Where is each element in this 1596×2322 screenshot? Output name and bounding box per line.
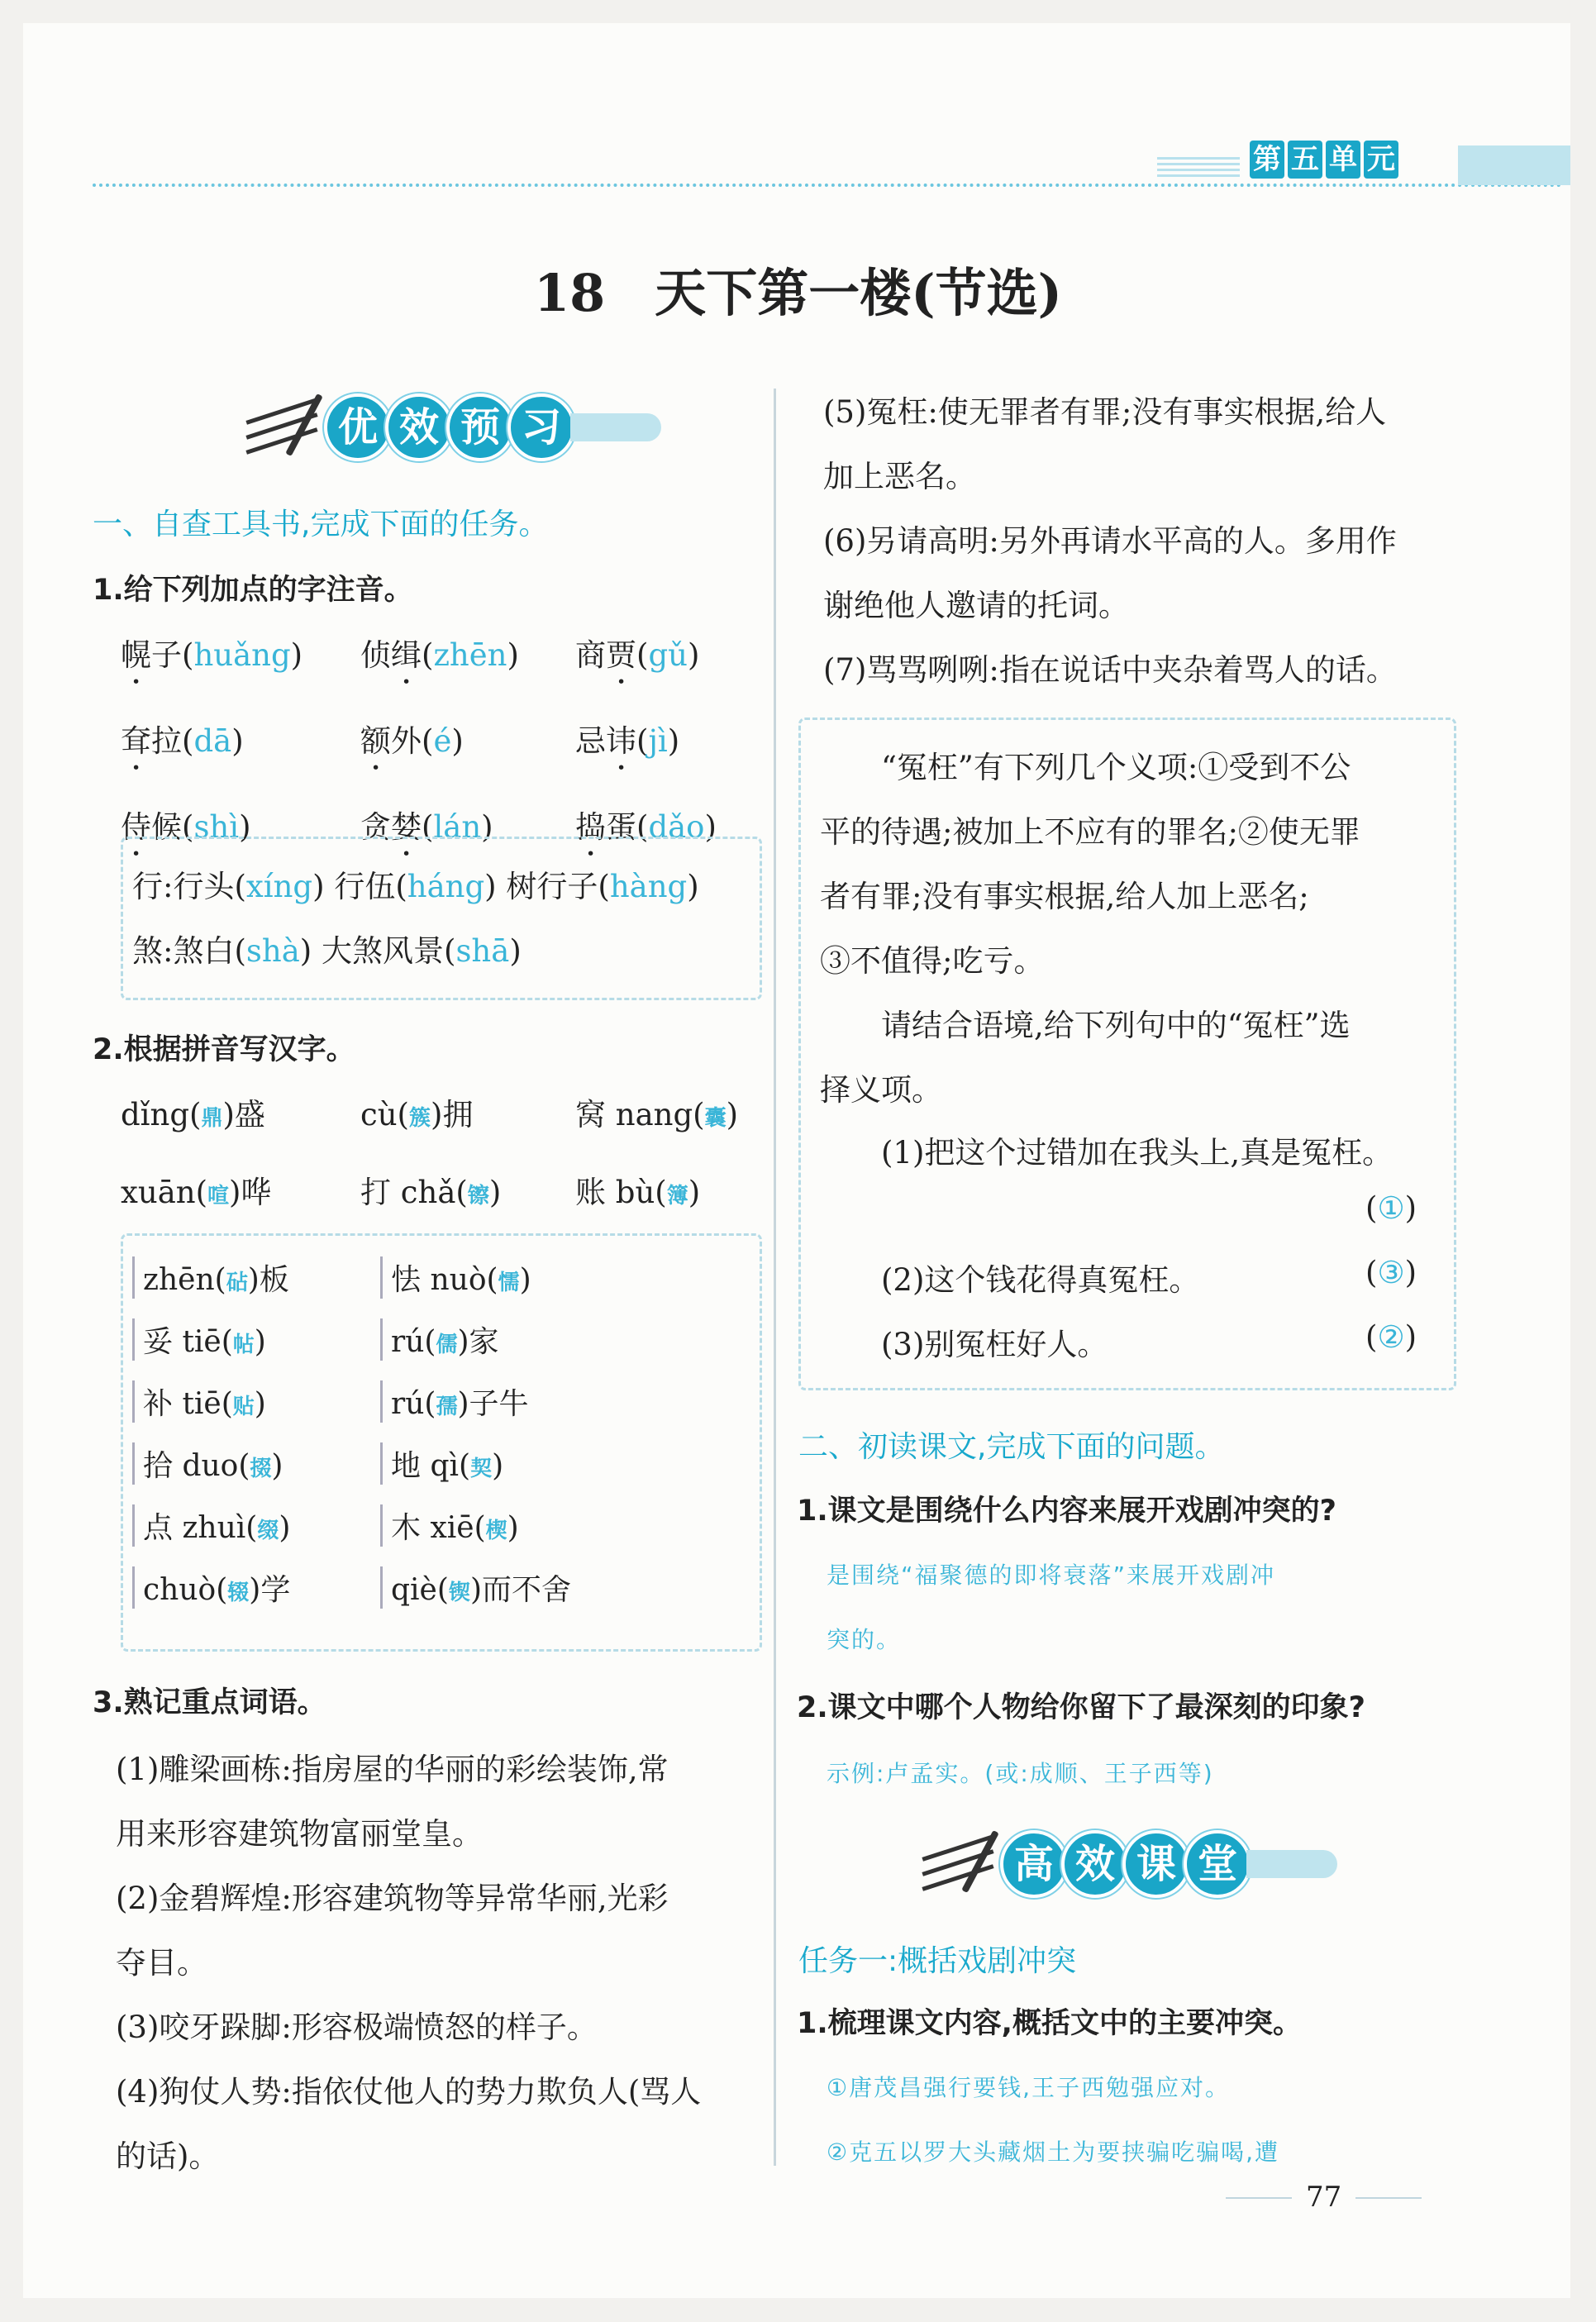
polyphone-text: ) 树行子( [484,869,610,904]
header-dotted-rule [93,184,1562,187]
paren: ( [182,809,194,845]
pinyin-word-char: 候 [151,809,182,845]
polyphone-text: ) [509,933,522,969]
vocab-line: 夺目。 [116,1945,207,1981]
hanzi-item [132,1380,380,1423]
header-band [1458,145,1570,185]
section-heading: 二、初读课文,完成下面的问题。 [798,1430,1225,1464]
paren: ) [290,637,303,673]
pinyin-word-char: 婪 [391,809,422,845]
pinyin-answer: shà [245,933,300,969]
pinyin-prompt: 打 chǎ( [360,1175,468,1210]
vocab-line: (2)金碧辉煌:形容建筑物等异常华丽,光彩 [116,1881,669,1916]
pinyin-prompt: dǐng( [121,1097,202,1132]
pinyin-answer: dā [193,723,232,759]
vocab-line: (6)另请高明:另外再请水平高的人。多用作 [823,523,1397,559]
paren: ( [422,809,434,845]
pinyin-prompt: cù( [360,1097,409,1132]
banner-chip: 预 [446,393,514,461]
classroom-banner [916,1819,1337,1910]
meaning-answer-value: ① [1377,1190,1405,1226]
unit-char: 五 [1288,141,1322,179]
hanzi-item [360,1089,575,1134]
banner-chip: 高 [1000,1830,1068,1898]
pinyin-answer: hàng [609,869,688,904]
pinyin-answer: gǔ [648,637,688,673]
paren: ( [636,723,649,759]
pinyin-word-char: 捣 [575,809,606,845]
paren: ( [1365,1190,1378,1226]
hanzi-answer: 掇 [250,1457,272,1481]
pinyin-answer: é [433,723,452,759]
banner-chip: 习 [507,393,575,461]
hanzi-answer: 锲 [448,1581,470,1605]
vocab-line: 谢绝他人邀请的托词。 [823,588,1129,623]
hanzi-answer: 儒 [436,1333,458,1357]
pinyin-suffix: )板 [247,1263,289,1297]
polyphone-text: 煞:煞白( [132,933,246,969]
unit-char: 单 [1326,141,1360,179]
hanzi-item [380,1504,678,1547]
pinyin-prompt: rú( [391,1387,436,1421]
vocab-line: 的话)。 [116,2138,220,2174]
pinyin-suffix: ) [271,1449,283,1483]
hanzi-box-grid [132,1256,678,1609]
pinyin-word-char: 额 [360,723,391,759]
hanzi-answer: 鼎 [201,1106,223,1131]
hanzi-item [132,1566,380,1609]
pinyin-prompt: 补 tiē( [143,1387,233,1421]
meaning-line: 平的待遇;被加上不应有的罪名;②使无罪 [820,814,1360,850]
pinyin-prompt: 拾 duo( [143,1449,250,1483]
question-title: 2.根据拼音写汉字。 [93,1033,355,1066]
pinyin-suffix: )哗 [229,1175,272,1210]
pinyin-word-char: 耷 [121,723,151,759]
paren: ( [1365,1255,1378,1290]
paren: ( [182,723,194,759]
header-stripes [1157,157,1240,180]
pinyin-suffix: ) [254,1325,266,1359]
question-title: 1.梳理课文内容,概括文中的主要冲突。 [797,2007,1302,2040]
banner-chip: 堂 [1184,1830,1251,1898]
hanzi-item [380,1318,678,1361]
pinyin-word-char: 子 [151,637,182,673]
unit-char: 元 [1364,141,1398,179]
banner-chip: 效 [1061,1830,1129,1898]
hanzi-answer: 辍 [227,1581,250,1605]
banner-chip: 课 [1122,1830,1190,1898]
hanzi-answers [121,1089,774,1212]
vocab-line: (4)狗仗人势:指依仗他人的势力欺负人(骂人 [116,2074,702,2110]
pinyin-suffix: ) [254,1387,266,1421]
paren: ( [1365,1319,1378,1355]
pinyin-word-char: 贪 [360,809,391,845]
hanzi-item [132,1504,380,1547]
meaning-answer-value: ③ [1377,1255,1405,1290]
pinyin-word-char: 缉 [391,637,422,673]
pinyin-prompt: chuò( [143,1573,228,1607]
hanzi-answer: 帖 [232,1333,255,1357]
pinyin-answer: dǎo [648,809,705,845]
hanzi-answer: 贴 [232,1395,255,1419]
preview-banner [240,382,661,473]
pinyin-prompt: 窝 nang( [575,1097,705,1132]
pinyin-prompt: 点 zhuì( [143,1511,258,1545]
vocab-line: 用来形容建筑物富丽堂皇。 [116,1816,483,1852]
task-heading: 任务一:概括戏剧冲突 [798,1944,1077,1978]
pinyin-suffix: ) [688,1175,701,1210]
paren: ( [422,723,434,759]
paren: ) [239,809,251,845]
question-title: 3.熟记重点词语。 [93,1686,326,1719]
hanzi-answer: 镲 [467,1184,489,1209]
meaning-line: “冤枉”有下列几个义项:①受到不公 [881,750,1351,785]
hanzi-item [575,1167,774,1212]
pinyin-word-char: 忌 [575,723,606,759]
pinyin-word-char: 商 [575,637,606,673]
pinyin-answer: shì [193,809,240,845]
hanzi-answer: 簇 [409,1106,431,1131]
pinyin-prompt: 怯 nuò( [391,1263,498,1297]
unit-tag [1250,141,1398,179]
hanzi-answer: 懦 [498,1271,520,1295]
pinyin-prompt: xuān( [121,1175,208,1210]
vocab-line: (5)冤枉:使无罪者有罪;没有事实根据,给人 [823,394,1387,430]
unit-char: 第 [1250,141,1284,179]
hanzi-answer: 囊 [704,1106,727,1131]
pinyin-suffix: ) [507,1511,519,1545]
meaning-line: 请结合语境,给下列句中的“冤枉”选 [881,1008,1351,1043]
meaning-line: ③不值得;吃亏。 [820,943,1045,979]
pinyin-suffix: )而不舍 [469,1573,571,1607]
hanzi-item [380,1442,678,1485]
pinyin-answer: shā [455,933,510,969]
pinyin-answer: lán [433,809,482,845]
handwritten-answer: ①唐茂昌强行要钱,王子西勉强应对。 [827,2074,1231,2101]
pinyin-suffix: ) [519,1263,531,1297]
paren: ( [422,637,434,673]
meaning-answer-value: ② [1377,1319,1405,1355]
handwritten-answer: 示例:卢孟实。(或:成顺、王子西等) [827,1760,1214,1787]
pinyin-item [575,630,774,691]
hanzi-answer: 楔 [485,1519,507,1543]
hanzi-item [132,1318,380,1361]
question-title: 2.课文中哪个人物给你留下了最深刻的印象? [797,1691,1365,1724]
handwritten-answer: ②克五以罗大头藏烟土为要挟骗吃骗喝,遭 [827,2138,1280,2166]
hanzi-answer: 砧 [226,1271,248,1295]
handwritten-answer: 是围绕“福聚德的即将衰落”来展开戏剧冲 [827,1562,1276,1589]
pinyin-answer: xíng [245,869,313,904]
hanzi-item [360,1167,575,1212]
hanzi-item [121,1167,360,1212]
pinyin-answer: zhēn [433,637,507,673]
paren: ) [1404,1319,1417,1355]
pinyin-suffix: ) [492,1449,504,1483]
pinyin-word-char: 讳 [606,723,636,759]
pinyin-prompt: 账 bù( [575,1175,667,1210]
pinyin-item [360,716,575,777]
paren: ) [507,637,519,673]
handwritten-answer: 突的。 [827,1626,902,1653]
polyphone-row [132,861,699,906]
hanzi-item [575,1089,774,1134]
pinyin-prompt: qiè( [391,1573,449,1607]
pinyin-suffix: ) [488,1175,502,1210]
pinyin-answers [121,630,774,863]
polyphone-text: ) 大煞风景( [299,933,456,969]
pinyin-suffix: )学 [249,1573,291,1607]
pinyin-word-char: 拉 [151,723,182,759]
paren: ) [231,723,244,759]
hanzi-answer: 簿 [666,1184,688,1209]
paren: ) [667,723,680,759]
pinyin-suffix: )家 [457,1325,499,1359]
lesson-title-text: 天下第一楼(节选) [655,263,1062,323]
meaning-question: (2)这个钱花得真冤枉。 [881,1262,1200,1298]
pinyin-word-char: 侦 [360,637,391,673]
paren: ) [1404,1190,1417,1226]
meaning-question: (1)把这个过错加在我头上,真是冤枉。 [881,1135,1394,1171]
paren: ( [182,637,194,673]
pinyin-suffix: ) [279,1511,291,1545]
pinyin-prompt: 木 xiē( [391,1511,486,1545]
pinyin-answer: jì [648,723,668,759]
pinyin-item [360,630,575,691]
hanzi-answer: 契 [470,1457,493,1481]
hanzi-item [380,1380,678,1423]
pinyin-word-char: 幌 [121,637,151,673]
hanzi-item [121,1089,360,1134]
lesson-number: 18 [534,263,606,323]
column-divider [774,389,776,2166]
hanzi-item [132,1442,380,1485]
pinyin-suffix: )拥 [431,1097,474,1132]
meaning-answer [1365,1190,1417,1226]
notebook-pen-icon [240,394,331,460]
pinyin-suffix: )子牛 [457,1387,529,1421]
meaning-question: (3)别冤枉好人。 [881,1327,1108,1362]
vocab-line: (7)骂骂咧咧:指在说话中夹杂着骂人的话。 [823,652,1397,688]
paren: ) [1404,1255,1417,1290]
vocab-line: (3)咬牙跺脚:形容极端愤怒的样子。 [116,2010,598,2045]
pinyin-word-char: 蛋 [606,809,636,845]
notebook-pen-icon [916,1831,1007,1897]
hanzi-answer: 缀 [257,1519,279,1543]
meaning-answer [1365,1319,1417,1355]
lesson-title [0,252,1596,326]
pinyin-answer: huǎng [193,637,291,673]
banner-chip: 优 [324,393,392,461]
pinyin-answer: háng [407,869,485,904]
pinyin-suffix: ) [726,1097,739,1132]
section-heading: 一、自查工具书,完成下面的任务。 [93,508,549,541]
pinyin-item [121,630,360,691]
paren: ) [451,723,464,759]
hanzi-item [132,1256,380,1299]
hanzi-item [380,1256,678,1299]
paren: ( [636,637,649,673]
pinyin-item [575,716,774,777]
hanzi-answer: 孺 [436,1395,458,1419]
question-title: 1.课文是围绕什么内容来展开戏剧冲突的? [797,1495,1336,1528]
pinyin-suffix: )盛 [222,1097,265,1132]
meaning-line: 者有罪;没有事实根据,给人加上恶名; [820,879,1309,914]
pinyin-prompt: zhēn( [143,1263,226,1297]
page-number: 77 [1306,2181,1342,2214]
meaning-line: 择义项。 [820,1072,942,1108]
pinyin-prompt: 妥 tiē( [143,1325,233,1359]
meaning-answer [1365,1255,1417,1290]
paren: ) [687,637,700,673]
pinyin-prompt: rú( [391,1325,436,1359]
polyphone-text: ) 行伍( [312,869,407,904]
paren: ( [636,809,649,845]
paren: ) [481,809,493,845]
polyphone-row [132,926,522,970]
pinyin-item [121,716,360,777]
question-title: 1.给下列加点的字注音。 [93,574,413,607]
pinyin-word-char: 侍 [121,809,151,845]
hanzi-item [380,1566,678,1609]
hanzi-answer: 喧 [207,1184,230,1209]
vocab-line: 加上恶名。 [823,459,976,494]
paren: ) [704,809,717,845]
vocab-line: (1)雕梁画栋:指房屋的华丽的彩绘装饰,常 [116,1752,669,1787]
banner-chip: 效 [385,393,453,461]
pinyin-word-char: 贾 [606,637,636,673]
pinyin-prompt: 地 qì( [391,1449,471,1483]
polyphone-text: ) [687,869,699,904]
polyphone-text: 行:行头( [132,869,246,904]
pinyin-word-char: 外 [391,723,422,759]
